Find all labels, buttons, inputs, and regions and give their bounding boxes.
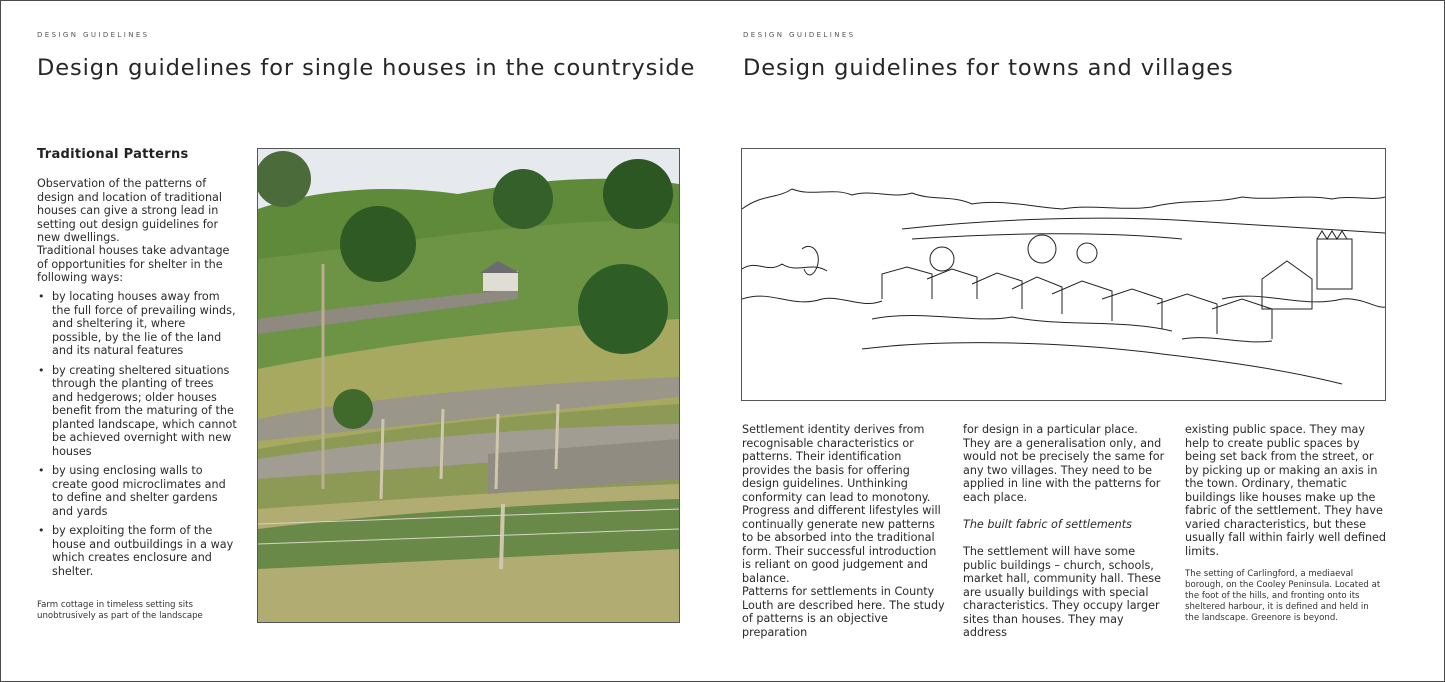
farm-cottage-photo — [257, 148, 680, 623]
shelter-list — [37, 290, 237, 584]
col2-paragraph-2: The settlement will have some public buildings – church, schools, market hall, community hall. These are usually buildings with special characteristics. They occupy larger sites than houses. They may address — [963, 545, 1161, 639]
left-kicker: DESIGN GUIDELINES — [37, 31, 150, 39]
list-item: • by using enclosing walls to create good microclimates and to define and shelter gardens and yards — [38, 464, 226, 518]
col1-paragraph-1: Settlement identity derives from recognisable characteristics or patterns. Their identification provides the basis for offering design guidelines. Unthinking conformity can lead to monotony. Progress and different lifestyles will continually generate new patterns to be absorbed into the traditional form. Their successful introduction is reliant on good judgement and balance. — [742, 423, 941, 585]
list-item: • by exploiting the form of the house and outbuildings in a way which creates enclosure and shelter. — [38, 524, 234, 578]
col1-paragraph-2: Patterns for settlements in County Louth are described here. The study of patterns is an objective preparation — [742, 585, 945, 639]
section-heading: Traditional Patterns — [37, 147, 189, 162]
intro-paragraph-2: Traditional houses take advantage of opportunities for shelter in the following ways: — [37, 244, 230, 284]
sketch-caption: The setting of Carlingford, a mediaeval borough, on the Cooley Peninsula. Located at the foot of the hills, and fronting onto its sheltered harbour, it is defined and held in the landscape. Greenore is beyond. — [1185, 569, 1381, 623]
left-page-title: Design guidelines for single houses in the countryside — [37, 55, 696, 81]
col2-paragraph-1: for design in a particular place. They are a generalisation only, and would not be precisely the same for any two villages. They need to be applied in line with the patterns for each place. — [963, 423, 1165, 504]
col2-subheading: The built fabric of settlements — [963, 518, 1132, 531]
list-item: • by locating houses away from the full force of prevailing winds, and sheltering it, where possible, by the lie of the land and its natural features — [38, 290, 236, 357]
carlingford-sketch — [741, 148, 1386, 401]
list-item: • by creating sheltered situations through the planting of trees and hedgerows; older houses benefit from the maturing of the planted landscape, which cannot be achieved overnight with new houses — [38, 363, 237, 458]
col3-paragraph-1: existing public space. They may help to create public spaces by being set back from the street, or by picking up or making an axis in the town. Ordinary, thematic buildings like houses make up the fabric of the settlement. They have varied characteristics, but these usually fall within fairly well defined limits. — [1185, 423, 1387, 558]
right-kicker: DESIGN GUIDELINES — [743, 31, 856, 39]
right-page-title: Design guidelines for towns and villages — [743, 55, 1234, 81]
intro-paragraph-1: Observation of the patterns of design and location of traditional houses can give a strong lead in setting out design guidelines for new dwellings. — [37, 177, 223, 244]
photo-caption: Farm cottage in timeless setting sits unobtrusively as part of the landscape — [37, 600, 203, 621]
